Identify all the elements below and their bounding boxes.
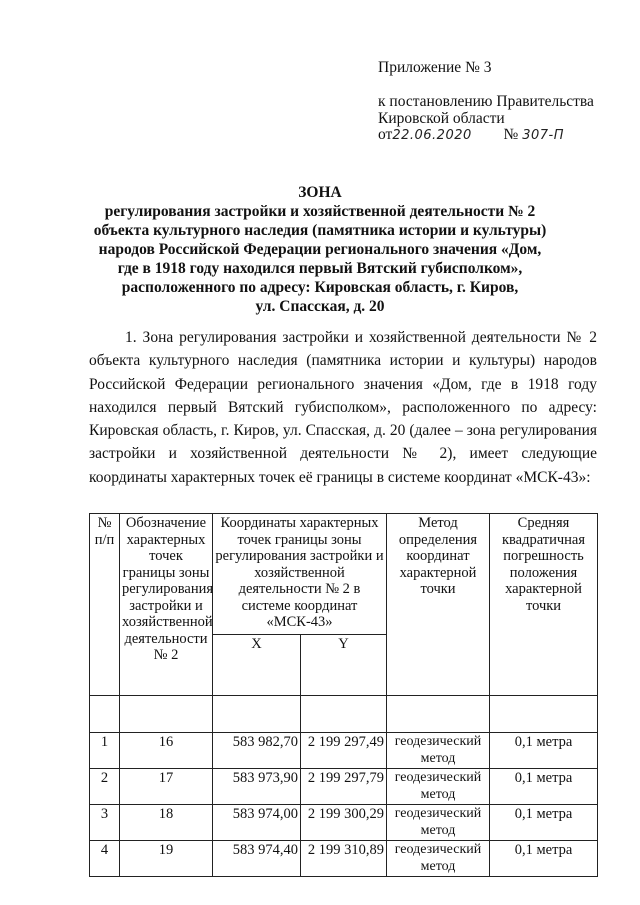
row-point: 18 xyxy=(120,805,213,841)
date-prefix: от xyxy=(378,126,393,143)
row-method: геодезический метод xyxy=(387,769,490,805)
table-row xyxy=(90,805,598,841)
decree-date: 22.06.2020 xyxy=(392,128,472,143)
table-row xyxy=(90,733,598,769)
row-point: 19 xyxy=(120,841,213,877)
row-point: 16 xyxy=(120,733,213,769)
paragraph-text: 1. Зона регулирования застройки и хозяйственной деятельности № 2 объекта культурного наследия (памятника истории и культуры) народов Российской Федерации регионального значения «Дом, где в 1918 году находился первый Вятский губисполком», расположенного по адресу: Кировская область, г. Киров, ул. Спасская, д. 20 (далее – зона регулирования застройки и хозяйственной деятельности № 2), имеет следующие координаты характерных точек её границы в системе координат «МСК-43»: xyxy=(89,329,597,486)
header-coords: Координаты характерных точек границы зоны регулирования застройки и хозяйственной деятельности № 2 в системе координат «МСК-43» xyxy=(213,514,387,635)
spacer-cell xyxy=(90,696,120,733)
row-num: 3 xyxy=(90,805,120,841)
row-error: 0,1 метра xyxy=(490,733,598,769)
spacer-cell xyxy=(213,696,301,733)
row-x: 583 982,70 xyxy=(213,733,301,769)
row-method: геодезический метод xyxy=(387,841,490,877)
row-y: 2 199 310,89 xyxy=(301,841,387,877)
spacer-cell xyxy=(120,696,213,733)
appendix-date-number-line xyxy=(378,126,598,145)
row-num: 4 xyxy=(90,841,120,877)
title-line-7: ул. Спасская, д. 20 xyxy=(255,298,385,315)
decree-number: 307-П xyxy=(522,128,564,143)
row-num: 1 xyxy=(90,733,120,769)
title-line-2: регулирования застройки и хозяйственной деятельности № 2 xyxy=(104,203,536,220)
title-line-1: ЗОНА xyxy=(298,184,342,201)
row-num: 2 xyxy=(90,769,120,805)
title-line-6: расположенного по адресу: Кировская область, г. Киров, xyxy=(121,279,519,296)
appendix-region-line: Кировской области xyxy=(378,110,505,127)
row-y: 2 199 300,29 xyxy=(301,805,387,841)
table-spacer-row xyxy=(90,696,598,733)
row-error: 0,1 метра xyxy=(490,841,598,877)
spacer-cell xyxy=(301,696,387,733)
number-prefix: № xyxy=(503,126,519,143)
coordinates-table xyxy=(89,513,598,877)
title-line-5: где в 1918 году находился первый Вятский губисполком», xyxy=(117,260,523,277)
document-title xyxy=(60,183,580,316)
body-paragraph xyxy=(89,326,597,489)
row-method: геодезический метод xyxy=(387,733,490,769)
appendix-decree-line: к постановлению Правительства xyxy=(378,93,594,110)
row-point: 17 xyxy=(120,769,213,805)
row-x: 583 974,00 xyxy=(213,805,301,841)
header-method: Метод определения координат характерной точки xyxy=(387,514,490,696)
header-x: X xyxy=(213,635,301,696)
table-header-row xyxy=(90,514,598,635)
header-designation: Обозначение характерных точек границы зоны регулирования застройки и хозяйственной деятельности № 2 xyxy=(120,514,213,696)
header-num: № п/п xyxy=(90,514,120,696)
row-x: 583 973,90 xyxy=(213,769,301,805)
title-line-3: объекта культурного наследия (памятника истории и культуры) xyxy=(93,222,547,239)
row-x: 583 974,40 xyxy=(213,841,301,877)
row-y: 2 199 297,49 xyxy=(301,733,387,769)
spacer-cell xyxy=(387,696,490,733)
table-row xyxy=(90,769,598,805)
row-y: 2 199 297,79 xyxy=(301,769,387,805)
table-row xyxy=(90,841,598,877)
spacer-cell xyxy=(490,696,598,733)
header-error: Средняя квадратичная погрешность положения характерной точки xyxy=(490,514,598,696)
row-error: 0,1 метра xyxy=(490,769,598,805)
appendix-number: Приложение № 3 xyxy=(378,59,492,76)
row-error: 0,1 метра xyxy=(490,805,598,841)
header-y: Y xyxy=(301,635,387,696)
row-method: геодезический метод xyxy=(387,805,490,841)
title-line-4: народов Российской Федерации регионального значения «Дом, xyxy=(98,241,542,258)
